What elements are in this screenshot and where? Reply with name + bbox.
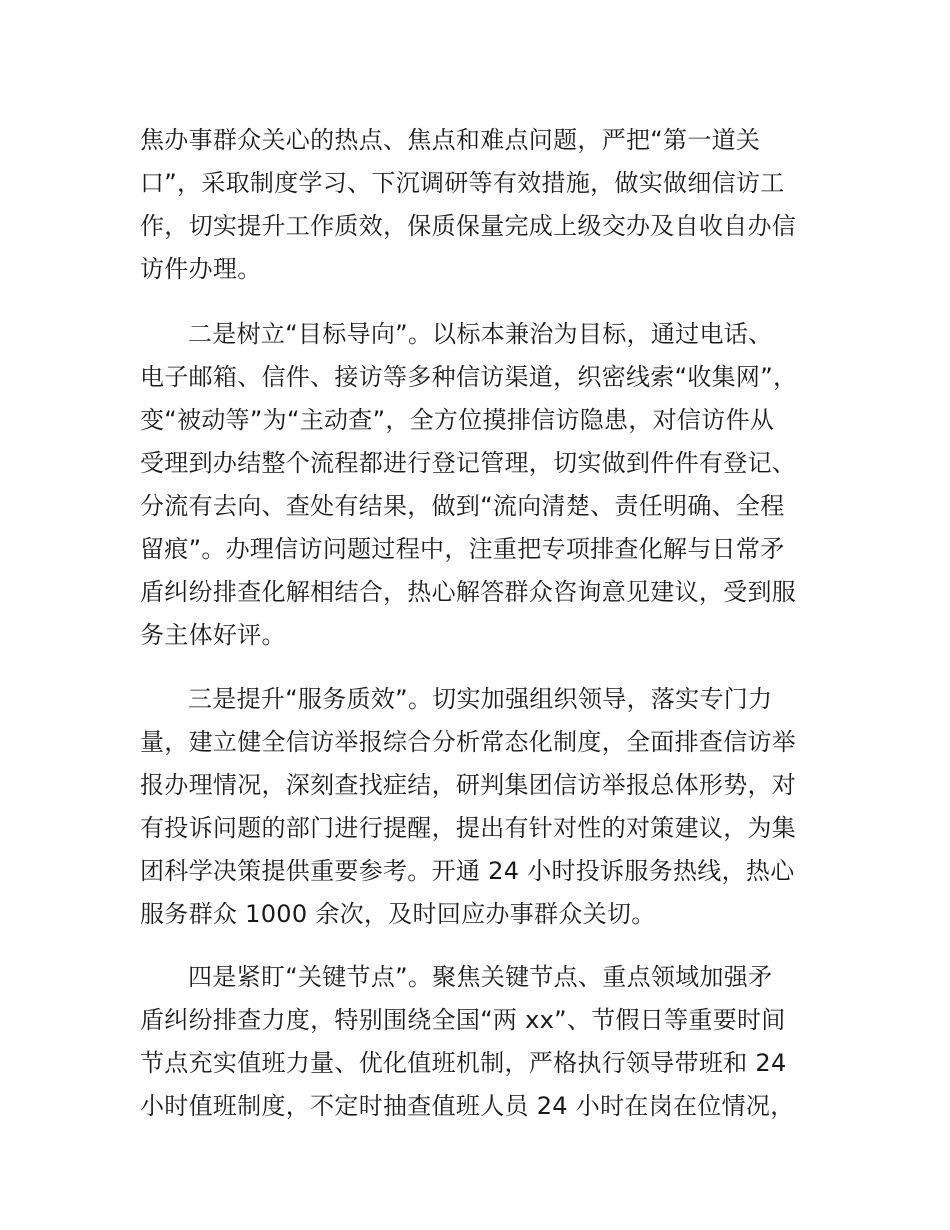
text-line: 四是紧盯“关键节点”。聚焦关键节点、重点领域加强矛 [188, 963, 773, 991]
text-line: 盾纠纷排查化解相结合，热心解答群众咨询意见建议，受到服 [140, 578, 797, 606]
paragraph-continuation [140, 119, 812, 291]
text-line: 访件办理。 [140, 255, 262, 283]
paragraph-key-nodes [140, 956, 812, 1128]
text-line: 报办理情况，深刻查找症结，研判集团信访举报总体形势，对 [140, 771, 797, 799]
text-line: 节点充实值班力量、优化值班机制，严格执行领导带班和 24 [140, 1049, 787, 1077]
text-line: 留痕”。办理信访问题过程中，注重把专项排查化解与日常矛 [140, 535, 785, 563]
text-line: 小时值班制度，不定时抽查值班人员 24 小时在岗在位情况， [140, 1092, 795, 1120]
text-line: 电子邮箱、信件、接访等多种信访渠道，织密线索“收集网”， [140, 363, 798, 391]
text-line: 焦办事群众关心的热点、焦点和难点问题，严把“第一道关 [140, 126, 761, 154]
text-line: 作，切实提升工作质效，保质保量完成上级交办及自收自办信 [140, 212, 797, 240]
text-line: 务主体好评。 [140, 621, 286, 649]
text-line: 有投诉问题的部门进行提醒，提出有针对性的对策建议，为集 [140, 814, 797, 842]
text-line: 量，建立健全信访举报综合分析常态化制度，全面排查信访举 [140, 728, 797, 756]
text-line: 盾纠纷排查力度，特别围绕全国“两 xx”、节假日等重要时间 [140, 1006, 786, 1034]
text-line: 服务群众 1000 余次，及时回应办事群众关切。 [140, 900, 656, 928]
text-line: 受理到办结整个流程都进行登记管理，切实做到件件有登记、 [140, 449, 797, 477]
text-line: 分流有去向、查处有结果，做到“流向清楚、责任明确、全程 [140, 492, 785, 520]
text-line: 口”，采取制度学习、下沉调研等有效措施，做实做细信访工 [140, 169, 785, 197]
paragraph-goal-orientation [140, 313, 812, 657]
text-line: 三是提升“服务质效”。切实加强组织领导，落实专门力 [188, 685, 773, 713]
text-line: 二是树立“目标导向”。以标本兼治为目标，通过电话、 [188, 320, 773, 348]
text-line: 团科学决策提供重要参考。开通 24 小时投诉服务热线，热心 [140, 857, 795, 885]
text-line: 变“被动等”为“主动查”，全方位摸排信访隐患，对信访件从 [140, 406, 775, 434]
paragraph-service-quality [140, 678, 812, 936]
